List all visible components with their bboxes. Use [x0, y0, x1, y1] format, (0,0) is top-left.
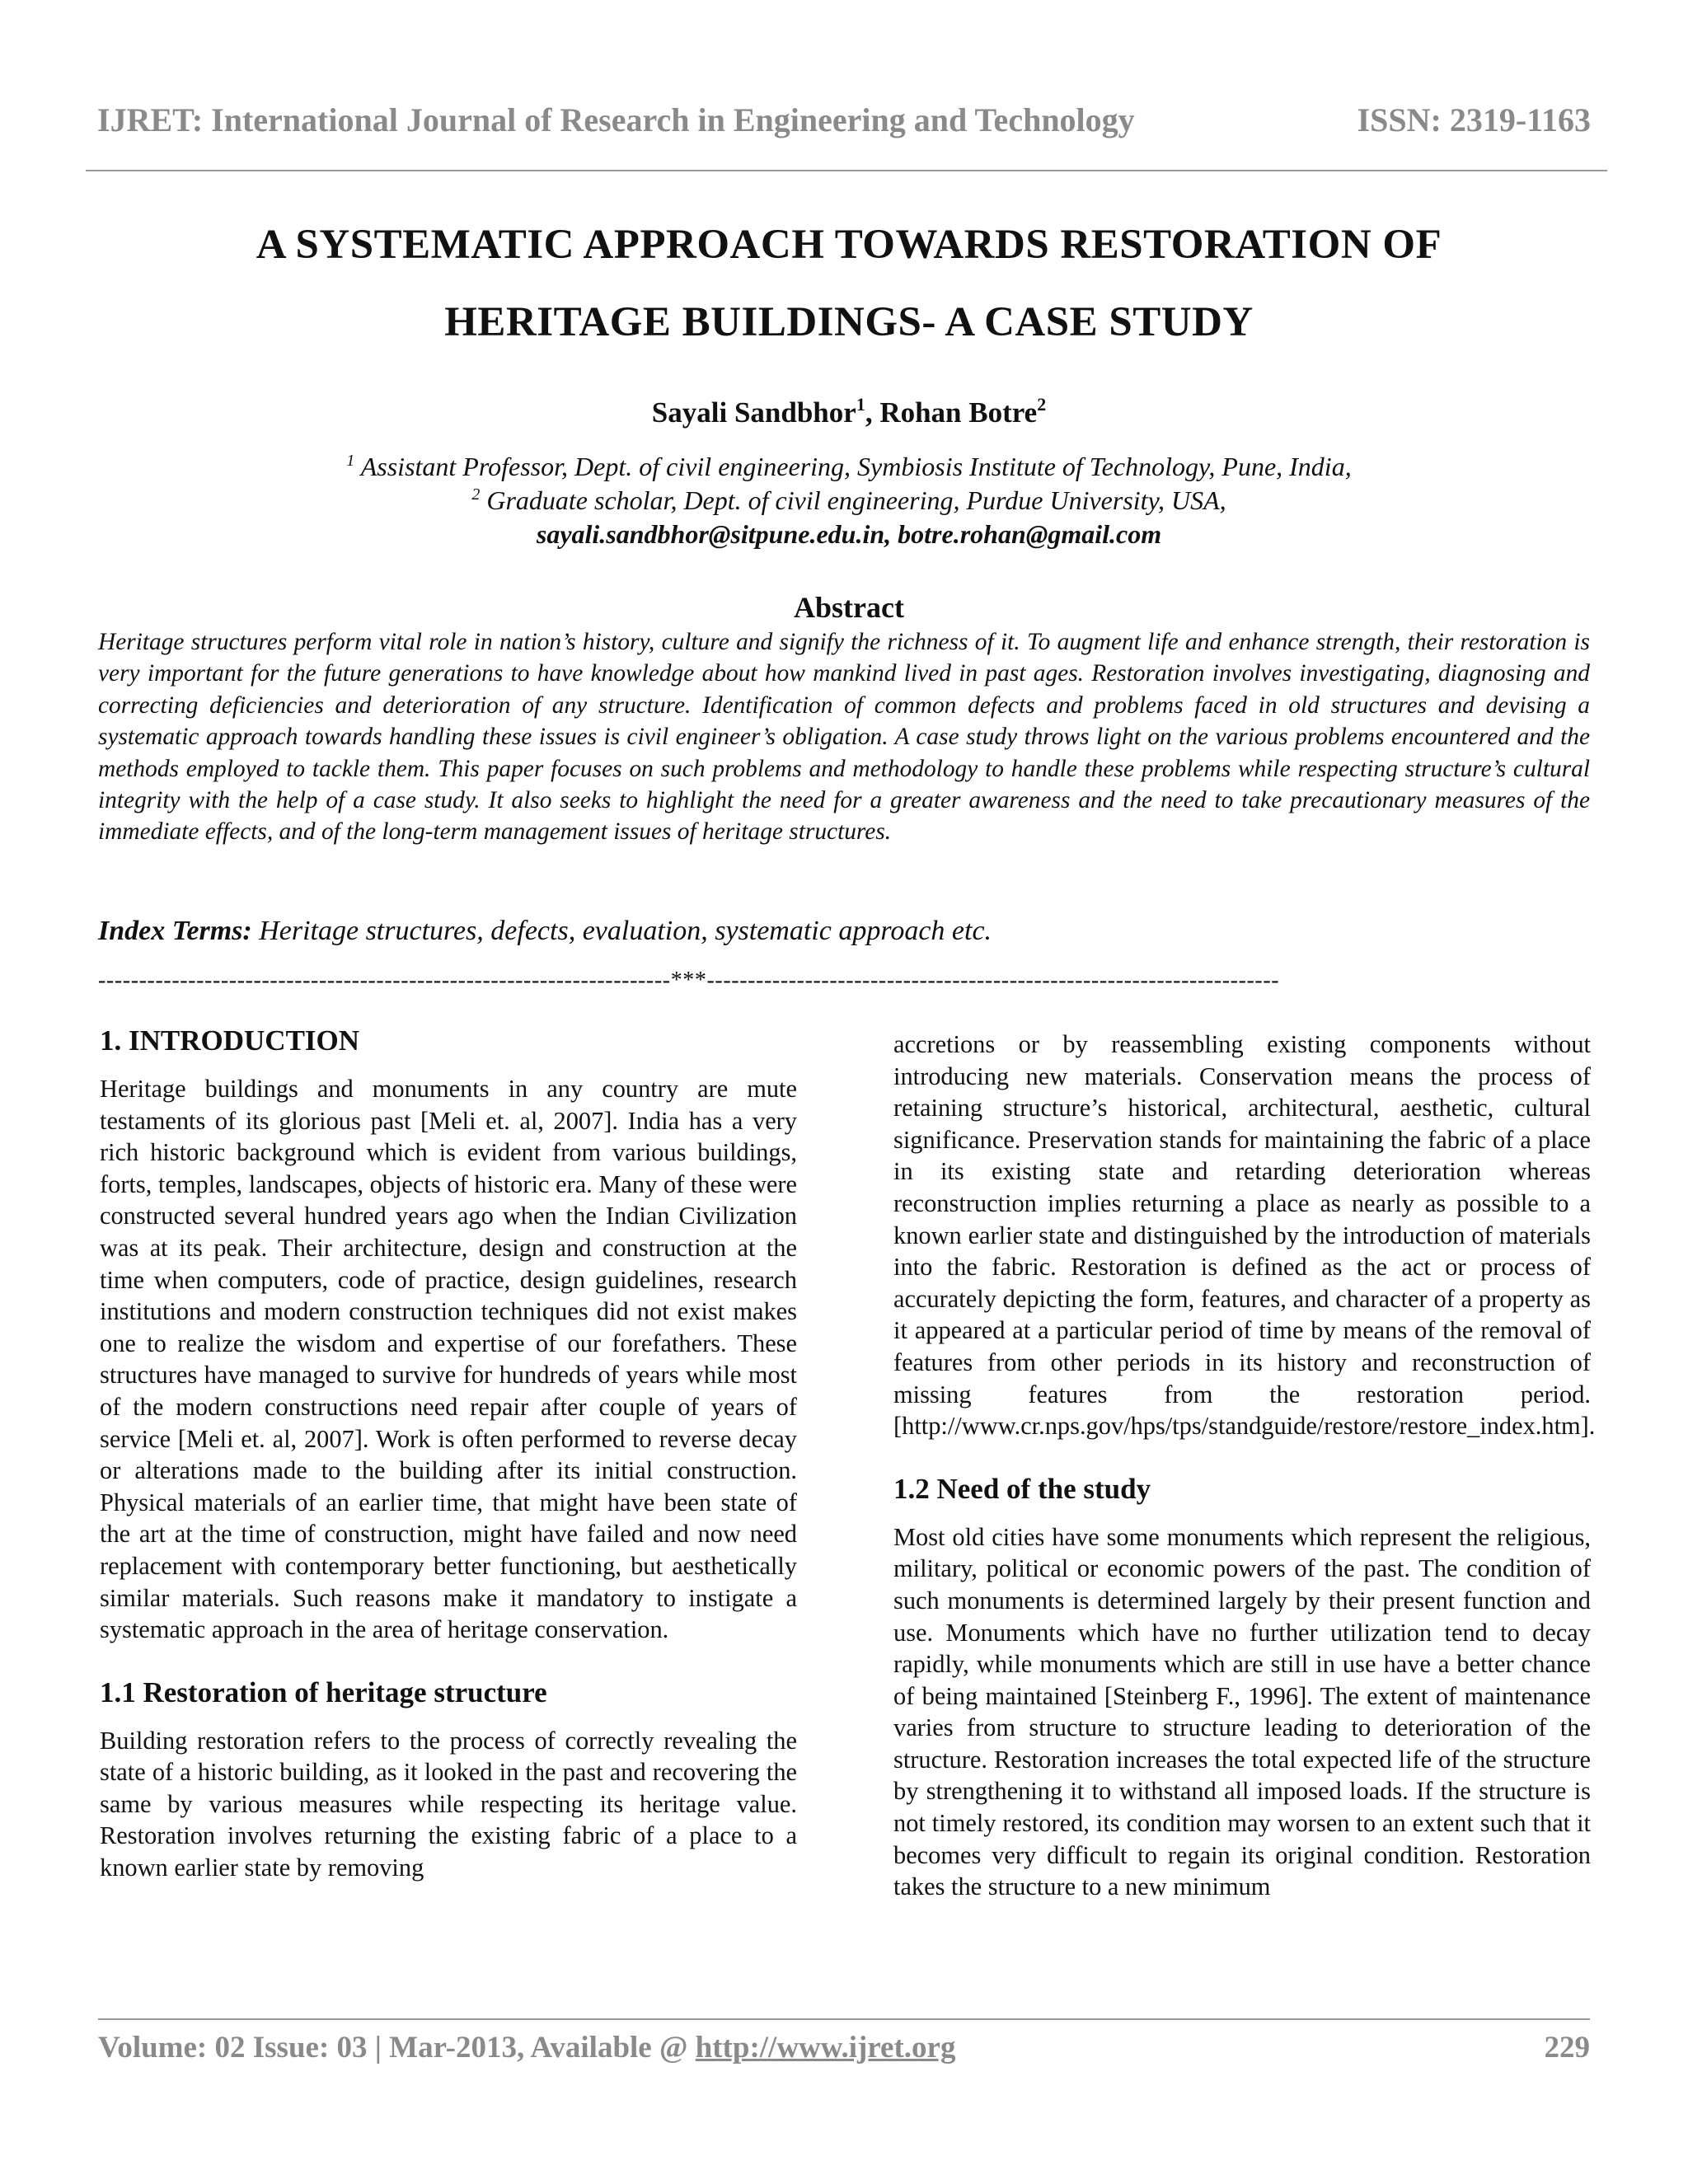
abstract-text: Heritage structures perform vital role in nation’s history, culture and signify the richness of it. To augment life and enhance strength, their restoration is very important for the future generations to have knowledge about how mankind lived in past ages. Restoration involves investigating, diagnosing and correcting deficiencies and deterioration of any structure. Identification of common defects and problems faced in old structures and devising a systematic approach towards handling these issues is civil engineer’s obligation. A case study throws light on the various problems encountered and the methods employed to tackle them. This paper focuses on such problems and methodology to handle these problems while respecting structure’s cultural integrity with the help of a case study. It also seeks to highlight the need for a greater awareness and the need to take precautionary measures of the immediate effects, and of the long-term management issues of heritage structures. — [98, 629, 1590, 846]
affiliation-1-text: Assistant Professor, Dept. of civil engineering, Symbiosis Institute of Technology, Pune, India, — [354, 452, 1352, 481]
journal-link[interactable]: http://www.ijret.org — [695, 2031, 956, 2064]
restoration-heading: 1.1 Restoration of heritage structure — [100, 1675, 547, 1708]
index-terms-label: Index Terms: — [98, 916, 252, 946]
page-number: 229 — [1544, 2031, 1590, 2064]
restoration-paragraph-continued: accretions or by reassembling existing components without introducing new materials. Conservation means the process of retaining structure’s historical, architectural, aesthetic, cultural significance. Preservation stands for maintaining the fabric of a place in its existing state and retarding deterioration whereas reconstruction implies returning a place as nearly as possible to a known earlier state and distinguished by the introduction of materials into the fabric. Restoration is defined as the act or process of accurately depicting the form, features, and character of a property as it appeared at a particular period of time by means of the removal of features from other periods in its history and reconstruction of missing features from the restoration period. [http://www.cr.nps.gov/hps/tps/standguide/restore/restore_index.htm]. — [893, 1030, 1596, 1441]
affiliation-2-text: Graduate scholar, Dept. of civil engineering, Purdue University, USA, — [480, 485, 1226, 515]
abstract-heading: Abstract — [794, 591, 904, 624]
header-rule — [86, 170, 1607, 171]
introduction-paragraph: Heritage buildings and monuments in any country are mute testaments of its glorious past [Meli et. al, 2007]. India has a very rich historic background which is evident from various buildings, forts, temples, landscapes, objects of historic era. Many of these were constructed several hundred years ago when the Indian Civilization was at its peak. Their architecture, design and construction at the time when computers, code of practice, design guidelines, research institutions and modern construction techniques did not exist makes one to realize the wisdom and expertise of our forefathers. These structures have managed to survive for hundreds of years while most of the modern constructions need repair after couple of years of service [Meli et. al, 2007]. Work is often performed to reverse decay or alterations made to the building after its initial construction. Physical materials of an earlier time, that might have been state of the art at the time of construction, might have failed and now need replacement with contemporary better functioning, but aesthetically similar materials. Such reasons make it mandatory to instigate a systematic approach in the area of heritage conservation. — [100, 1075, 797, 1644]
affiliation-2-marker: 2 — [471, 485, 481, 504]
need-of-study-heading: 1.2 Need of the study — [893, 1472, 1151, 1505]
volume-text: Volume: 02 Issue: 03 | Mar-2013, Available @ — [98, 2031, 696, 2064]
volume-info — [98, 2026, 955, 2070]
running-footer — [98, 2026, 1590, 2070]
author-list — [124, 392, 1574, 434]
index-terms-text: Heritage structures, defects, evaluation, systematic approach etc. — [251, 916, 992, 946]
author-1-marker: 1 — [856, 394, 865, 415]
author-separator: , — [865, 396, 880, 429]
section-separator: ----------------------------------------------------------------------***---------------------------------------------------------------------- — [98, 968, 1280, 993]
affiliation-1-marker: 1 — [346, 452, 355, 470]
author-1: Sayali Sandbhor — [651, 396, 856, 429]
running-header — [97, 97, 1591, 143]
index-terms — [98, 912, 1590, 951]
title-line-1: A SYSTEMATIC APPROACH TOWARDS RESTORATION OF — [256, 222, 1442, 268]
affiliation-2 — [124, 484, 1574, 518]
introduction-heading: 1. INTRODUCTION — [100, 1024, 360, 1057]
author-2: Rohan Botre — [879, 396, 1038, 429]
issn: ISSN: 2319-1163 — [1357, 101, 1591, 138]
author-2-marker: 2 — [1037, 394, 1047, 415]
affiliations — [124, 450, 1574, 551]
author-emails[interactable]: sayali.sandbhor@sitpune.edu.in, botre.rohan@gmail.com — [536, 519, 1162, 549]
paper-title — [124, 206, 1574, 361]
affiliation-1 — [124, 450, 1574, 484]
left-column — [100, 1019, 797, 1884]
need-of-study-paragraph: Most old cities have some monuments which represent the religious, military, political or economic powers of the past. The condition of such monuments is determined largely by their present function and use. Monuments which have no further utilization tend to decay rapidly, while monuments which are still in use have a better chance of being maintained [Steinberg F., 1996]. The extent of maintenance varies from structure to structure leading to deterioration of the structure. Restoration increases the total expected life of the structure by strengthening it to withstand all imposed loads. If the structure is not timely restored, its condition may worsen to an extent such that it becomes very difficult to regain its original condition. Restoration takes the structure to a new minimum — [893, 1522, 1591, 1901]
journal-name: IJRET: International Journal of Research in Engineering and Technology — [97, 101, 1135, 138]
footer-rule — [98, 2018, 1590, 2020]
restoration-paragraph: Building restoration refers to the process of correctly revealing the state of a historic building, as it looked in the past and recovering the same by various measures while respecting its heritage value. Restoration involves returning the existing fabric of a place to a known earlier state by removing — [100, 1726, 797, 1882]
title-line-2: HERITAGE BUILDINGS- A CASE STUDY — [444, 299, 1254, 345]
right-column — [893, 1029, 1596, 1903]
